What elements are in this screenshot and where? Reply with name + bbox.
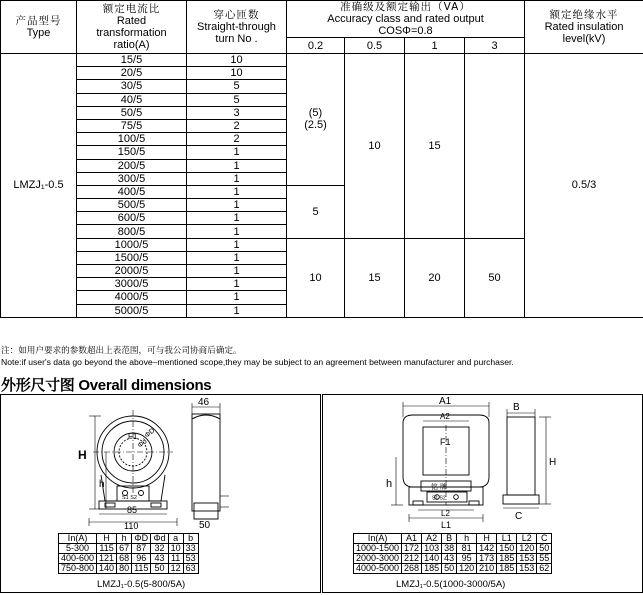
dims-left-cell: 10 xyxy=(168,544,183,554)
dims-left-header: b xyxy=(183,534,198,544)
dims-left-cell: 400-600 xyxy=(59,554,97,564)
note-cn: 注：如用户要求的参数超出上表范围，可与我公司协商后确定。 xyxy=(1,346,242,356)
label-s1s2-left: S1 S2 xyxy=(122,495,137,501)
ratio-cell: 3000/5 xyxy=(77,278,187,291)
turns-cell: 1 xyxy=(187,225,287,238)
dims-right-cell: 173 xyxy=(477,554,497,564)
label-B: B xyxy=(513,402,520,413)
label-h: h xyxy=(99,479,105,490)
group3-class-3: 50 xyxy=(465,238,525,317)
group1-class-3 xyxy=(465,54,525,239)
terminal-s2-right xyxy=(454,495,459,500)
turns-cell: 10 xyxy=(187,67,287,80)
dims-right-cell: 62 xyxy=(537,564,552,574)
slot-right-right xyxy=(469,501,479,505)
dims-right-cell: 50 xyxy=(537,544,552,554)
ratio-cell: 150/5 xyxy=(77,146,187,159)
side-top-arc xyxy=(192,415,220,419)
dims-left-row xyxy=(59,564,199,574)
dims-left-cell: 68 xyxy=(117,554,132,564)
ratio-cell: 40/5 xyxy=(77,93,187,106)
dims-left-header: Φd xyxy=(151,534,168,544)
header-accuracy xyxy=(287,1,525,38)
dims-right-cell: 2000-3000 xyxy=(354,554,402,564)
ratio-cell: 200/5 xyxy=(77,159,187,172)
dims-left-header: h xyxy=(117,534,132,544)
dims-left-header: a xyxy=(168,534,183,544)
label-46: 46 xyxy=(198,397,210,408)
dims-left-cell: 121 xyxy=(97,554,117,564)
turns-cell: 10 xyxy=(187,54,287,67)
nameplate-label: 铭 牌 xyxy=(431,484,447,491)
turns-cell: 1 xyxy=(187,212,287,225)
group1-class-0.5: 10 xyxy=(345,54,405,239)
dims-right-cell: 210 xyxy=(477,564,497,574)
dims-left-cell: 115 xyxy=(132,564,151,574)
caption-left: LMZJ₁-0.5(5-800/5A) xyxy=(97,579,186,590)
header-insulation xyxy=(525,1,643,54)
header-type xyxy=(1,1,77,54)
turns-cell: 1 xyxy=(187,172,287,185)
dims-left-cell: 11 xyxy=(168,554,183,564)
ratio-cell: 20/5 xyxy=(77,67,187,80)
dims-right-cell: 172 xyxy=(402,544,422,554)
dims-right-header: h xyxy=(457,534,477,544)
dims-left-body xyxy=(59,544,199,574)
dims-right-cell: 153 xyxy=(517,554,537,564)
turns-cell: 1 xyxy=(187,185,287,198)
slot-left xyxy=(105,503,115,507)
dims-right-cell: 268 xyxy=(402,564,422,574)
turns-cell: 3 xyxy=(187,106,287,119)
header-type-cn: 产品型号 xyxy=(15,15,62,27)
ratio-cell: 600/5 xyxy=(77,212,187,225)
group3-class-0.2: 10 xyxy=(287,238,345,317)
dims-left-cell: 140 xyxy=(97,564,117,574)
dims-left-cell: 50 xyxy=(151,564,168,574)
dims-left-header: ΦD xyxy=(132,534,151,544)
header-class-1: 1 xyxy=(405,38,465,54)
dims-left-cell: 12 xyxy=(168,564,183,574)
dims-right-cell: 142 xyxy=(477,544,497,554)
ratio-cell: 1000/5 xyxy=(77,238,187,251)
turns-cell: 1 xyxy=(187,159,287,172)
group1-class-0.2 xyxy=(287,54,345,186)
dims-right-cell: 50 xyxy=(442,564,457,574)
turns-cell: 5 xyxy=(187,80,287,93)
ratio-cell: 100/5 xyxy=(77,133,187,146)
dims-right-cell: 185 xyxy=(497,564,517,574)
dims-left-cell: 53 xyxy=(183,554,198,564)
label-phiD: ΦD xyxy=(143,427,157,440)
dims-right-cell: 95 xyxy=(457,554,477,564)
header-insulation-en1: Rated insulation xyxy=(544,21,624,33)
dims-left-cell: 115 xyxy=(97,544,117,554)
header-insulation-en2: level(kV) xyxy=(562,33,606,45)
header-ratio-en2: transformation xyxy=(96,27,167,39)
dims-right-row xyxy=(354,544,552,554)
header-ratio xyxy=(77,1,187,54)
header-ratio-cn: 额定电流比 xyxy=(102,3,161,15)
ratio-cell: 300/5 xyxy=(77,172,187,185)
dims-left-header: Ⅰn(A) xyxy=(59,534,97,544)
dims-left-cell: 96 xyxy=(132,554,151,564)
dims-table-right xyxy=(353,533,552,574)
dims-left-cell: 33 xyxy=(183,544,198,554)
dims-table-left xyxy=(58,533,199,574)
label-A1: A1 xyxy=(439,396,452,407)
drawing-right-frame xyxy=(322,394,643,593)
label-H: H xyxy=(78,448,87,462)
label-L2: L2 xyxy=(441,509,450,518)
turns-cell: 1 xyxy=(187,238,287,251)
label-50: 50 xyxy=(199,520,211,531)
dims-right-cell: 81 xyxy=(457,544,477,554)
group1-class-0.2-line: (5) xyxy=(308,107,323,120)
dims-right-header-row xyxy=(354,534,552,544)
dims-right-row xyxy=(354,564,552,574)
header-turns-en1: Straight-through xyxy=(197,21,276,33)
dims-right-cell: 43 xyxy=(442,554,457,564)
label-phid: Φd xyxy=(136,438,149,450)
dims-right-header: C xyxy=(537,534,552,544)
label-85: 85 xyxy=(127,505,138,515)
drawings xyxy=(0,394,643,595)
dims-right-cell: 120 xyxy=(517,544,537,554)
turns-cell: 2 xyxy=(187,133,287,146)
type-cell: LMZJ₁-0.5 xyxy=(1,54,77,318)
dims-left-cell: 5-300 xyxy=(59,544,97,554)
ratio-cell: 75/5 xyxy=(77,119,187,132)
label-F1-right: F1 xyxy=(440,437,451,447)
turns-cell: 1 xyxy=(187,146,287,159)
ratio-cell: 5000/5 xyxy=(77,304,187,317)
label-A2: A2 xyxy=(440,412,450,421)
label-L1: L1 xyxy=(441,520,452,530)
turns-cell: 1 xyxy=(187,251,287,264)
group1-class-1: 15 xyxy=(405,54,465,239)
turns-cell: 1 xyxy=(187,278,287,291)
dims-right-header: A2 xyxy=(422,534,442,544)
dims-left-row xyxy=(59,544,199,554)
ratio-cell: 2000/5 xyxy=(77,265,187,278)
dims-right-cell: 153 xyxy=(517,564,537,574)
side-body xyxy=(192,414,220,511)
dims-right-header: L1 xyxy=(497,534,517,544)
header-ratio-en1: Rated xyxy=(116,15,147,27)
turns-cell: 1 xyxy=(187,265,287,278)
note-en: Note:if user's data go beyond the above–mentioned scope,they may be subject to an agreement between manufacturer and purchaser. xyxy=(1,356,514,367)
dims-right-header: A1 xyxy=(402,534,422,544)
header-insulation-cn: 额定绝缘水平 xyxy=(549,9,619,21)
group2-class-0.2: 5 xyxy=(287,185,345,238)
dims-left-cell: 750-800 xyxy=(59,564,97,574)
spec-row xyxy=(1,54,643,67)
drawing-left-frame xyxy=(0,394,321,593)
dims-right-cell: 55 xyxy=(537,554,552,564)
dims-left-cell: 67 xyxy=(117,544,132,554)
group1-class-0.2-line: (2.5) xyxy=(304,119,327,132)
header-type-en: Type xyxy=(26,27,51,39)
header-class-3: 3 xyxy=(465,38,525,54)
dims-left-row xyxy=(59,554,199,564)
label-C: C xyxy=(515,511,523,522)
turns-cell: 1 xyxy=(187,304,287,317)
dims-right-cell: 185 xyxy=(497,554,517,564)
dims-left-cell: 63 xyxy=(183,564,198,574)
dims-right-cell: 140 xyxy=(422,554,442,564)
side-base-right xyxy=(503,495,539,504)
dims-right-cell: 150 xyxy=(497,544,517,554)
side-body-right xyxy=(507,417,535,495)
dims-right-cell: 185 xyxy=(422,564,442,574)
label-h-right: h xyxy=(386,478,393,490)
dims-right-header: Ⅰn(A) xyxy=(354,534,402,544)
dims-right-body xyxy=(354,544,552,574)
label-H-right: H xyxy=(549,457,557,468)
dims-left-cell: 32 xyxy=(151,544,168,554)
dims-left-header-row xyxy=(59,534,199,544)
turns-cell: 2 xyxy=(187,119,287,132)
dims-right-header: L2 xyxy=(517,534,537,544)
header-turns-cn: 穿心匝数 xyxy=(213,9,260,21)
ratio-cell: 1500/5 xyxy=(77,251,187,264)
terminal-s2 xyxy=(139,491,144,496)
drawing-right-svg xyxy=(323,395,643,535)
turns-cell: 5 xyxy=(187,93,287,106)
group3-class-0.5: 15 xyxy=(345,238,405,317)
ratio-cell: 30/5 xyxy=(77,80,187,93)
header-turns-en2: turn No . xyxy=(215,33,258,45)
dims-right-cell: 38 xyxy=(442,544,457,554)
header-turns xyxy=(187,1,287,54)
dims-left-cell: 87 xyxy=(132,544,151,554)
header-ratio-en3: ratio(A) xyxy=(113,39,150,51)
dims-right-cell: 1000-1500 xyxy=(354,544,402,554)
spec-table-body xyxy=(1,54,643,318)
turns-cell: 1 xyxy=(187,291,287,304)
caption-right: LMZJ₁-0.5(1000-3000/5A) xyxy=(396,579,506,590)
ratio-cell: 15/5 xyxy=(77,54,187,67)
dimensions-heading: 外形尺寸图 Overall dimensions xyxy=(1,377,212,394)
notes xyxy=(1,346,514,367)
header-class-0.5: 0.5 xyxy=(345,38,405,54)
ratio-cell: 800/5 xyxy=(77,225,187,238)
dims-left-cell: 43 xyxy=(151,554,168,564)
dims-right-cell: 103 xyxy=(422,544,442,554)
ratio-cell: 400/5 xyxy=(77,185,187,198)
group3-class-1: 20 xyxy=(405,238,465,317)
dims-right-row xyxy=(354,554,552,564)
drawing-left-svg xyxy=(1,395,322,535)
dims-right-header: B xyxy=(442,534,457,544)
dims-right-header: H xyxy=(477,534,497,544)
header-accuracy-en1: Accuracy class and rated output xyxy=(327,13,484,25)
slot-right xyxy=(151,503,161,507)
dims-right-cell: 120 xyxy=(457,564,477,574)
insulation-cell: 0.5/3 xyxy=(525,54,643,318)
turns-cell: 1 xyxy=(187,199,287,212)
dims-right-cell: 212 xyxy=(402,554,422,564)
slot-left-right xyxy=(413,501,423,505)
header-accuracy-cn: 准确级及额定输出（VA） xyxy=(340,1,471,13)
label-F1: F1 xyxy=(128,432,138,441)
dims-left-header: H xyxy=(97,534,117,544)
dims-right-cell: 4000-5000 xyxy=(354,564,402,574)
ratio-cell: 500/5 xyxy=(77,199,187,212)
label-110: 110 xyxy=(124,521,139,531)
ratio-cell: 4000/5 xyxy=(77,291,187,304)
header-class-0.2: 0.2 xyxy=(287,38,345,54)
dims-left-cell: 80 xyxy=(117,564,132,574)
label-s1s2-right: S1 S2 xyxy=(432,495,446,502)
header-accuracy-en2: COSΦ=0.8 xyxy=(378,25,433,37)
ratio-cell: 50/5 xyxy=(77,106,187,119)
